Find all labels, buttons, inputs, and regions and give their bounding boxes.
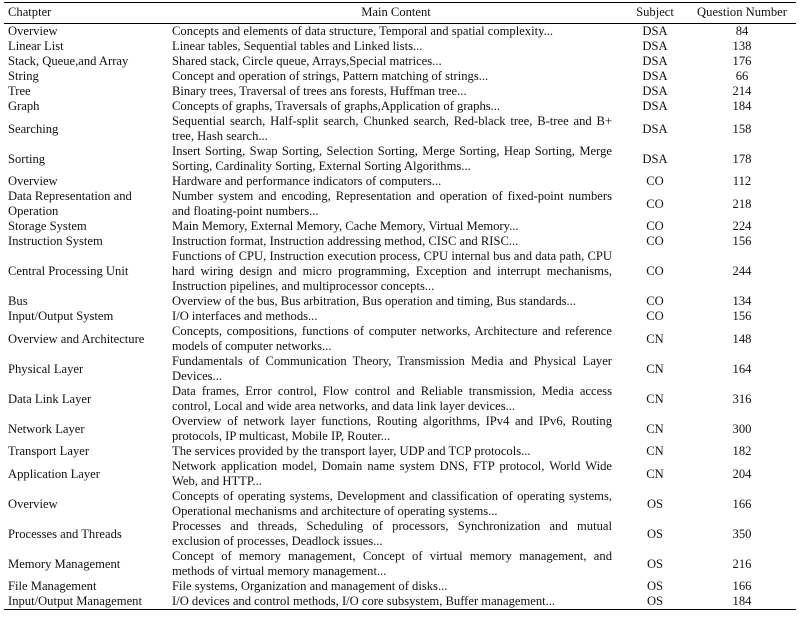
table-row — [4, 69, 796, 84]
chapter-cell: Storage System — [8, 219, 87, 233]
question-number-cell: 156 — [732, 309, 752, 323]
table-row — [4, 519, 796, 549]
content-cell: Functions of CPU, Instruction execution process, CPU internal bus and data path, CPU hard wiring design and micro programming, Exception and interrupt mechanisms, Instruction pipelines, and multiprocessor concepts... — [172, 249, 612, 293]
question-number-cell: 182 — [732, 444, 752, 458]
chapter-cell: Physical Layer — [8, 361, 84, 376]
table-row — [4, 84, 796, 99]
question-number-cell: 112 — [732, 174, 752, 188]
table-row — [4, 384, 796, 414]
question-number-cell: 300 — [732, 421, 752, 436]
chapter-cell: Central Processing Unit — [8, 264, 129, 278]
table-row — [4, 144, 796, 174]
subject-cell: OS — [622, 594, 688, 610]
table-row — [4, 234, 796, 249]
table-row — [4, 39, 796, 54]
content-cell: Overview of the bus, Bus arbitration, Bus operation and timing, Bus standards... — [172, 294, 576, 308]
chapter-cell: Overview — [8, 496, 58, 511]
question-number-cell: 178 — [732, 151, 752, 166]
table-body — [4, 24, 796, 610]
subject-cell: CN — [646, 466, 664, 481]
subject-cell: CO — [646, 234, 664, 248]
chapter-cell: Processes and Threads — [8, 526, 122, 541]
content-cell: Concepts of graphs, Traversals of graphs,Application of graphs... — [172, 99, 501, 113]
header-row — [4, 3, 796, 24]
chapter-cell: Data Link Layer — [8, 391, 92, 406]
question-number-cell: 214 — [732, 84, 752, 98]
subject-cell: DSA — [642, 39, 668, 53]
subject-cell: CO — [646, 264, 664, 278]
content-cell: Concept of memory management, Concept of virtual memory management, and methods of virtual memory management... — [172, 549, 612, 578]
question-number-cell: 156 — [732, 234, 752, 248]
question-number-cell: 218 — [732, 196, 752, 211]
table-row — [4, 99, 796, 114]
table-row — [4, 54, 796, 69]
subject-cell: DSA — [642, 54, 668, 68]
question-number-cell: 84 — [735, 24, 749, 38]
chapter-cell: Stack, Queue,and Array — [8, 54, 129, 68]
table-row — [4, 24, 796, 40]
chapter-cell: Overview — [8, 174, 58, 188]
content-cell: Concepts, compositions, functions of computer networks, Architecture and reference models of computer networks... — [172, 324, 612, 353]
subject-cell: DSA — [642, 99, 668, 113]
content-cell: Sequential search, Half-split search, Chunked search, Red-black tree, B-tree and B+ tree, Hash search... — [172, 114, 612, 143]
question-number-cell: 224 — [732, 219, 752, 233]
table-row — [4, 219, 796, 234]
chapter-cell: Instruction System — [8, 234, 103, 248]
subject-cell: CN — [646, 391, 664, 406]
table-row — [4, 579, 796, 594]
subject-cell: CN — [646, 421, 664, 436]
table-row — [4, 174, 796, 189]
content-cell: Binary trees, Traversal of trees ans forests, Huffman tree... — [172, 84, 467, 98]
table-row — [4, 549, 796, 579]
question-number-cell: 158 — [732, 121, 752, 136]
header-chapter: Chatpter — [4, 3, 170, 24]
table-row — [4, 249, 796, 294]
subject-cell: DSA — [642, 121, 668, 136]
content-cell: Main Memory, External Memory, Cache Memory, Virtual Memory... — [172, 219, 519, 233]
content-cell: Network application model, Domain name system DNS, FTP protocol, World Wide Web, and HTTP... — [172, 459, 612, 488]
subject-cell: DSA — [642, 69, 668, 83]
question-number-cell: 350 — [732, 526, 752, 541]
content-cell: Overview of network layer functions, Routing algorithms, IPv4 and IPv6, Routing protocols, IP multicast, Mobile IP, Router... — [172, 414, 612, 443]
subject-cell: CO — [646, 196, 664, 211]
content-cell: Shared stack, Circle queue, Arrays,Special matrices... — [172, 54, 442, 68]
chapter-cell: Network Layer — [8, 421, 85, 436]
content-cell: Concepts of operating systems, Development and classification of operating systems, Operational mechanisms and architecture of operating systems... — [172, 489, 612, 518]
table-row — [4, 489, 796, 519]
content-cell: Insert Sorting, Swap Sorting, Selection Sorting, Merge Sorting, Heap Sorting, Merge Sorting, Cardinality Sorting, External Sorting Algorithms... — [172, 144, 612, 173]
question-number-cell: 166 — [732, 579, 752, 593]
subject-cell: CO — [646, 219, 664, 233]
chapter-cell: Application Layer — [8, 466, 100, 481]
content-cell: Instruction format, Instruction addressing method, CISC and RISC... — [172, 234, 519, 248]
chapter-question-table — [4, 2, 796, 610]
question-number-cell: 148 — [732, 331, 752, 346]
question-number-cell: 184 — [688, 594, 796, 610]
chapter-cell: Graph — [8, 99, 40, 113]
chapter-cell: Overview — [8, 24, 58, 38]
question-number-cell: 216 — [732, 556, 752, 571]
content-cell: Hardware and performance indicators of computers... — [172, 174, 442, 188]
subject-cell: DSA — [642, 151, 668, 166]
chapter-cell: Memory Management — [8, 556, 121, 571]
content-cell: Data frames, Error control, Flow control and Reliable transmission, Media access control, Local and wide area networks, and data link layer devices... — [172, 384, 612, 413]
subject-cell: OS — [646, 496, 664, 511]
table-row — [4, 594, 796, 610]
subject-cell: CO — [646, 309, 664, 323]
content-cell: The services provided by the transport layer, UDP and TCP protocols... — [172, 444, 531, 458]
chapter-cell: Data Representation and Operation — [8, 189, 132, 218]
subject-cell: CO — [646, 294, 664, 308]
content-cell: Number system and encoding, Representation and operation of fixed-point numbers and floating-point numbers... — [172, 189, 612, 218]
chapter-cell: File Management — [8, 579, 97, 593]
question-number-cell: 166 — [732, 496, 752, 511]
content-cell: I/O interfaces and methods... — [172, 309, 318, 323]
subject-cell: CN — [646, 361, 664, 376]
question-number-cell: 204 — [732, 466, 752, 481]
content-cell: Fundamentals of Communication Theory, Transmission Media and Physical Layer Devices... — [172, 354, 612, 383]
subject-cell: OS — [646, 526, 664, 541]
question-number-cell: 184 — [732, 99, 752, 113]
table-header — [4, 3, 796, 24]
question-number-cell: 316 — [732, 391, 752, 406]
content-cell: File systems, Organization and management of disks... — [172, 579, 448, 593]
table-row — [4, 414, 796, 444]
header-subject: Subject — [622, 3, 688, 24]
table-row — [4, 189, 796, 219]
question-number-cell: 244 — [732, 264, 752, 278]
chapter-cell: Transport Layer — [8, 444, 90, 458]
content-cell: Processes and threads, Scheduling of processors, Synchronization and mutual exclusion of processes, Deadlock issues... — [172, 519, 612, 548]
table-row — [4, 114, 796, 144]
question-number-cell: 66 — [735, 69, 749, 83]
subject-cell: CN — [646, 331, 664, 346]
subject-cell: CN — [646, 444, 664, 458]
chapter-cell: Overview and Architecture — [8, 331, 145, 346]
subject-cell: DSA — [642, 84, 668, 98]
chapter-cell: String — [8, 69, 39, 83]
question-number-cell: 134 — [732, 294, 752, 308]
content-cell: I/O devices and control methods, I/O core subsystem, Buffer management... — [170, 594, 622, 610]
chapter-cell: Searching — [8, 121, 59, 136]
chapter-cell: Input/Output Management — [4, 594, 170, 610]
table-row — [4, 309, 796, 324]
table-row — [4, 324, 796, 354]
chapter-cell: Sorting — [8, 151, 46, 166]
table-row — [4, 294, 796, 309]
content-cell: Linear tables, Sequential tables and Linked lists... — [172, 39, 423, 53]
content-cell: Concepts and elements of data structure, Temporal and spatial complexity... — [172, 24, 554, 38]
header-main-content: Main Content — [170, 3, 622, 24]
table-row — [4, 354, 796, 384]
content-cell: Concept and operation of strings, Pattern matching of strings... — [172, 69, 489, 83]
subject-cell: OS — [646, 556, 664, 571]
question-number-cell: 176 — [732, 54, 752, 68]
table-row — [4, 459, 796, 489]
question-number-cell: 138 — [732, 39, 752, 53]
chapter-cell: Tree — [8, 84, 31, 98]
header-question-number: Question Number — [688, 3, 796, 24]
subject-cell: CO — [646, 174, 664, 188]
subject-cell: OS — [646, 579, 664, 593]
table-row — [4, 444, 796, 459]
subject-cell: DSA — [642, 24, 668, 38]
chapter-cell: Bus — [8, 294, 28, 308]
question-number-cell: 164 — [732, 361, 752, 376]
chapter-cell: Input/Output System — [8, 309, 114, 323]
chapter-cell: Linear List — [8, 39, 64, 53]
